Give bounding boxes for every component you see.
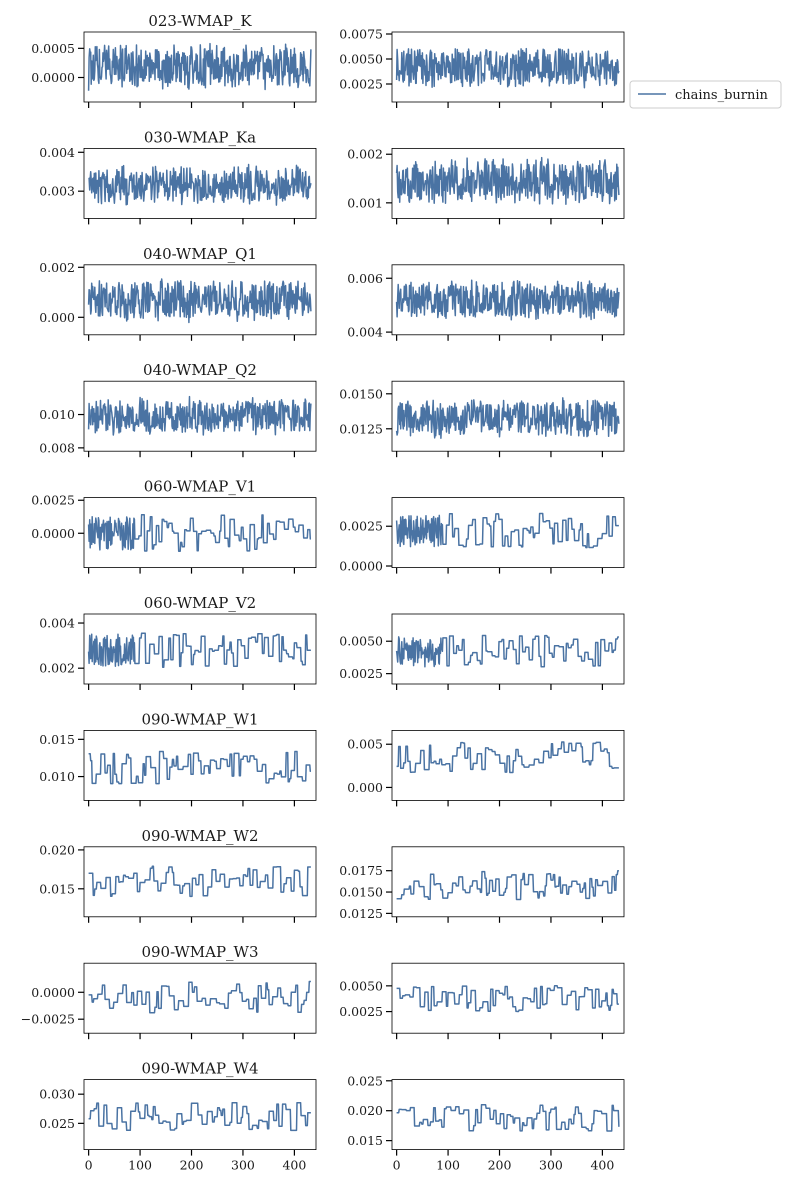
y-tick-label: 0.003	[39, 183, 75, 199]
subplot-title: 090-WMAP_W2	[141, 826, 259, 845]
y-tick-label: 0.015	[39, 731, 75, 747]
y-tick-label: 0.015	[39, 881, 75, 897]
y-tick-label: 0.000	[347, 779, 383, 795]
legend	[630, 81, 781, 108]
y-tick-label: 0.0025	[339, 666, 383, 682]
x-tick-label: 300	[539, 1157, 563, 1173]
y-tick-label: 0.006	[347, 270, 383, 286]
y-tick-label: 0.0025	[339, 76, 383, 92]
x-tick-label: 0	[84, 1157, 93, 1173]
y-tick-label: 0.0025	[339, 518, 383, 534]
y-tick-label: 0.0050	[339, 51, 383, 67]
y-tick-label: 0.0000	[31, 70, 75, 85]
y-tick-label: 0.002	[39, 660, 75, 676]
y-tick-label: 0.0025	[31, 492, 75, 508]
subplot-title: 060-WMAP_V1	[143, 477, 257, 496]
y-tick-label: 0.0075	[339, 26, 383, 42]
x-tick-label: 200	[487, 1157, 512, 1173]
y-tick-label: 0.0050	[339, 978, 383, 994]
subplot-title: 040-WMAP_Q2	[143, 361, 257, 380]
subplot-title: 023-WMAP_K	[148, 12, 252, 30]
y-tick-label: 0.008	[39, 440, 75, 456]
y-tick-label: 0.0000	[339, 558, 383, 574]
y-tick-label: 0.030	[39, 1086, 75, 1102]
y-tick-label: 0.0125	[339, 421, 383, 437]
y-tick-label: 0.0025	[339, 1004, 383, 1020]
x-tick-label: 0	[392, 1157, 401, 1173]
y-tick-label: 0.0150	[339, 884, 383, 900]
y-tick-label: 0.004	[39, 144, 75, 160]
y-tick-label: 0.0125	[339, 905, 383, 921]
y-tick-label: 0.020	[39, 842, 75, 858]
x-tick-label: 100	[436, 1157, 461, 1173]
y-tick-label: 0.025	[39, 1115, 75, 1131]
subplot-title: 090-WMAP_W1	[141, 710, 259, 729]
y-tick-label: −0.0025	[20, 1011, 75, 1027]
y-tick-label: 0.015	[347, 1133, 383, 1149]
y-tick-label: 0.020	[347, 1103, 383, 1119]
x-tick-label: 400	[282, 1157, 307, 1173]
subplot-title: 060-WMAP_V2	[143, 594, 257, 612]
y-tick-label: 0.004	[39, 615, 75, 631]
y-tick-label: 0.002	[39, 259, 75, 275]
y-tick-label: 0.000	[39, 309, 75, 325]
y-tick-label: 0.005	[347, 736, 383, 752]
y-tick-label: 0.0175	[339, 863, 383, 879]
legend-label: chains_burnin	[675, 88, 768, 103]
x-tick-label: 200	[179, 1157, 204, 1173]
y-tick-label: 0.0005	[31, 40, 75, 56]
y-tick-label: 0.010	[39, 769, 75, 785]
x-tick-label: 400	[590, 1157, 615, 1173]
subplot-title: 030-WMAP_Ka	[143, 128, 257, 147]
subplot-title: 090-WMAP_W3	[141, 943, 259, 962]
y-tick-label: 0.0050	[339, 633, 383, 649]
y-tick-label: 0.001	[347, 195, 383, 211]
subplot-title: 040-WMAP_Q1	[143, 244, 257, 263]
y-tick-label: 0.010	[39, 407, 75, 423]
x-tick-label: 300	[231, 1157, 255, 1173]
subplot-title: 090-WMAP_W4	[141, 1059, 259, 1078]
y-tick-label: 0.0150	[339, 386, 383, 402]
y-tick-label: 0.025	[347, 1073, 383, 1089]
y-tick-label: 0.002	[347, 146, 383, 162]
y-tick-label: 0.004	[347, 324, 383, 340]
y-tick-label: 0.0000	[31, 525, 75, 541]
x-tick-label: 100	[128, 1157, 153, 1173]
y-tick-label: 0.0000	[31, 984, 75, 1000]
